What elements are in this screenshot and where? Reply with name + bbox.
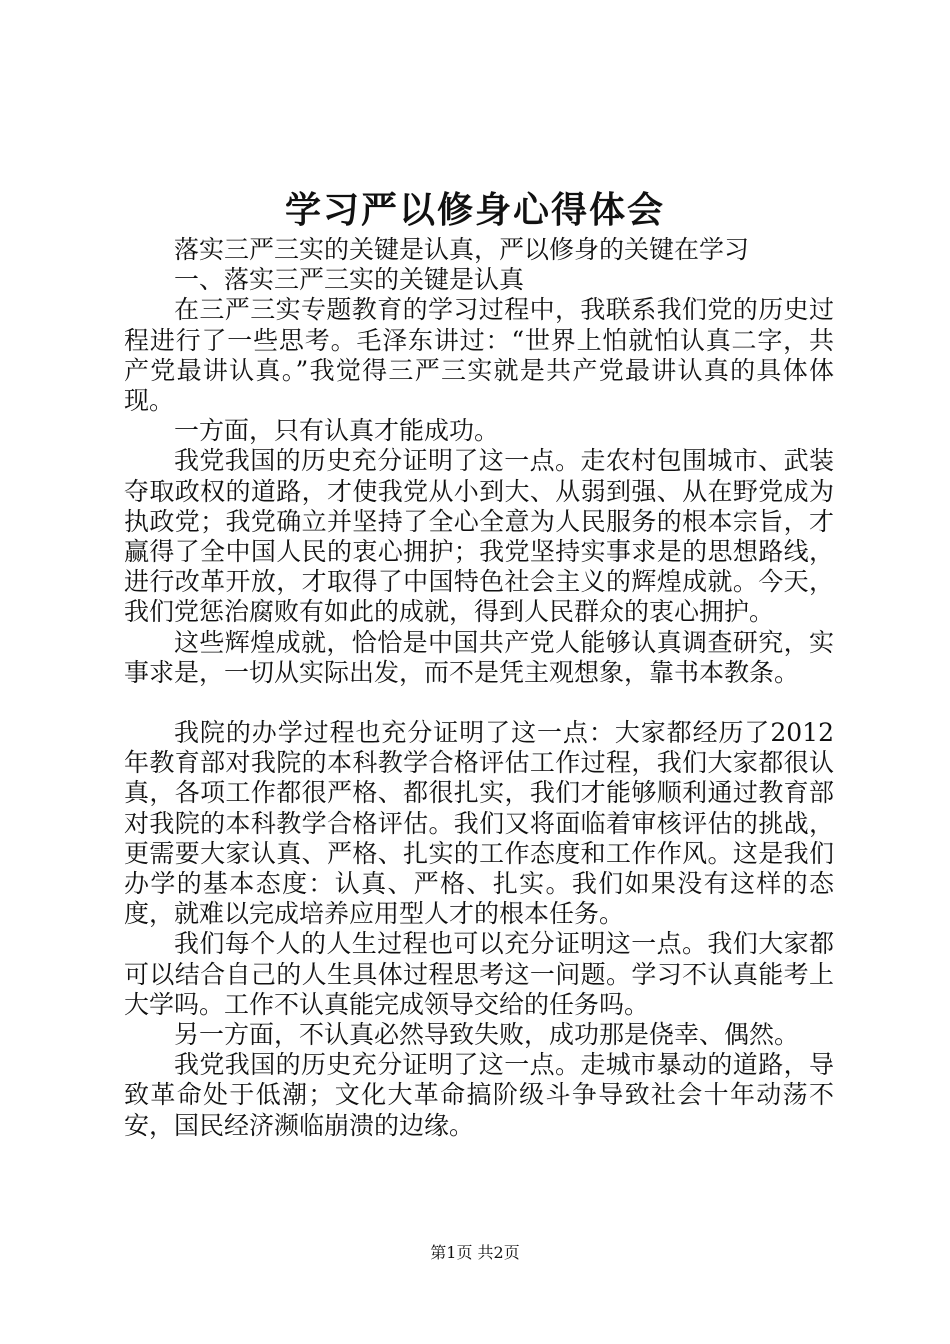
page-indicator: 第1页 共2页 [430, 1243, 520, 1262]
paragraph: 在三严三实专题教育的学习过程中，我联系我们党的历史过程进行了一些思考。毛泽东讲过：“世界上怕就怕认真二字，共产党最讲认真。”我觉得三严三实就是共产党最讲认真的具体体现。 [124, 295, 834, 416]
paragraph: 落实三严三实的关键是认真，严以修身的关键在学习 [174, 235, 750, 264]
paragraph: 我党我国的历史充分证明了这一点。走农村包围城市、武装夺取政权的道路，才使我党从小到大、从弱到强、从在野党成为执政党；我党确立并坚持了全心全意为人民服务的根本宗旨，才赢得了全中国人民的衷心拥护；我党坚持实事求是的思想路线，进行改革开放，才取得了中国特色社会主义的辉煌成就。今天，我们党惩治腐败有如此的成就，得到人民群众的衷心拥护。 [124, 446, 834, 627]
paragraph: 我党我国的历史充分证明了这一点。走城市暴动的道路，导致革命处于低潮；文化大革命搞阶级斗争导致社会十年动荡不安，国民经济濒临崩溃的边缘。 [124, 1050, 834, 1140]
paragraph: 一方面，只有认真才能成功。 [174, 416, 500, 446]
document-body [124, 235, 834, 1141]
paragraph: 这些辉煌成就，恰恰是中国共产党人能够认真调查研究，实事求是，一切从实际出发，而不是凭主观想象，靠书本教条。 [124, 627, 834, 687]
paragraph: 另一方面，不认真必然导致失败，成功那是侥幸、偶然。 [174, 1020, 800, 1050]
paragraph: 我院的办学过程也充分证明了这一点：大家都经历了2012年教育部对我院的本科教学合格评估工作过程，我们大家都很认真，各项工作都很严格、都很扎实，我们才能够顺利通过教育部对我院的本科教学合格评估。我们又将面临着审核评估的挑战，更需要大家认真、严格、扎实的工作态度和工作作风。这是我们办学的基本态度：认真、严格、扎实。我们如果没有这样的态度，就难以完成培养应用型人才的根本任务。 [124, 718, 834, 929]
paragraph: 我们每个人的人生过程也可以充分证明这一点。我们大家都可以结合自己的人生具体过程思考这一问题。学习不认真能考上大学吗。工作不认真能完成领导交给的任务吗。 [124, 929, 834, 1019]
section-heading: 一、落实三严三实的关键是认真 [174, 265, 525, 295]
document-title: 学习严以修身心得体会 [284, 189, 665, 231]
